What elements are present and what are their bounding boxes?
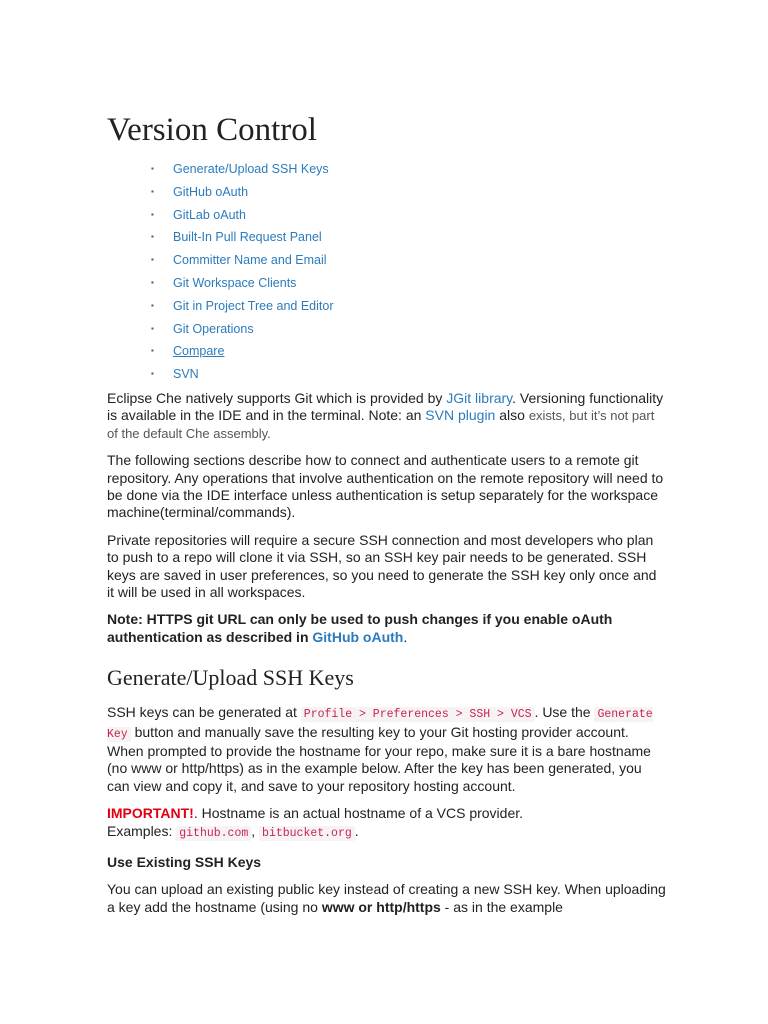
ssh-keys-paragraph: SSH keys can be generated at Profile > Preferences > SSH > VCS . Use the Generate Key button and manually save the resulting key to your Git hosting provider account. When prompted to provide the hostname for your repo, make sure it is a bare hostname (no www or http/https) as in the example below. After the key has been generated, you can view and copy it, and save to your repository hosting account.	[107, 704, 653, 794]
toc-item	[147, 204, 667, 227]
existing-keys-paragraph: You can upload an existing public key instead of creating a new SSH key. When uploading a key add the hostname (using no www or http/https - as in the example	[107, 881, 666, 915]
https-note: Note: HTTPS git URL can only be used to push changes if you enable oAuth authentication as described in GitHub oAuth.	[107, 611, 613, 645]
toc-item	[147, 295, 667, 318]
github-oauth-link[interactable]: GitHub oAuth	[312, 628, 404, 645]
toc-item	[147, 158, 667, 181]
toc-link[interactable]: Built-In Pull Request Panel	[173, 230, 322, 245]
bullet-icon: ▪	[151, 255, 154, 265]
toc-link[interactable]: GitHub oAuth	[173, 184, 249, 199]
toc-item	[147, 340, 667, 363]
important-note: IMPORTANT!. Hostname is an actual hostname of a VCS provider. Examples: github.com , bitbucket.org .	[107, 805, 524, 840]
table-of-contents	[107, 158, 667, 386]
toc-link[interactable]: Git Workspace Clients	[173, 275, 297, 290]
example-bitbucket-code: bitbucket.org	[259, 826, 355, 841]
page-title: Version Control	[107, 112, 317, 148]
important-label: IMPORTANT!	[107, 805, 194, 822]
sections-description-paragraph: The following sections describe how to connect and authenticate users to a remote git repository. Any operations that involve authentication on the remote repository will need to be done via the IDE interface unless authentication is setup separately for the workspace machine(terminal/commands).	[107, 452, 664, 521]
preferences-path-code: Profile > Preferences > SSH > VCS	[301, 707, 535, 722]
generate-key-code: Generate Key	[107, 708, 653, 741]
bullet-icon: ▪	[151, 186, 154, 196]
bullet-icon: ▪	[151, 369, 154, 379]
jgit-library-link[interactable]: JGit library	[446, 389, 513, 406]
intro-paragraph: Eclipse Che natively supports Git which is provided by JGit library. Versioning functionality is available in the IDE and in the terminal. Note: an SVN plugin also exists, but it’s not part of the default Che assembly.	[107, 389, 664, 441]
example-github-code: github.com	[176, 826, 251, 841]
toc-item	[147, 181, 667, 204]
toc-item	[147, 318, 667, 341]
bullet-icon: ▪	[151, 300, 154, 310]
toc-link[interactable]: GitLab oAuth	[173, 207, 246, 222]
subheading-existing-keys: Use Existing SSH Keys	[107, 854, 262, 871]
bullet-icon: ▪	[151, 232, 154, 242]
document-page	[107, 110, 667, 926]
toc-link[interactable]: Git Operations	[173, 321, 254, 336]
toc-item	[147, 272, 667, 295]
toc-link[interactable]: Compare	[173, 344, 225, 359]
bullet-icon: ▪	[151, 277, 154, 287]
toc-link[interactable]: Git in Project Tree and Editor	[173, 298, 334, 313]
section-heading-ssh-keys: Generate/Upload SSH Keys	[107, 665, 354, 691]
bullet-icon: ▪	[151, 209, 154, 219]
bullet-icon: ▪	[151, 346, 154, 356]
svn-plugin-link[interactable]: SVN plugin	[425, 407, 496, 424]
toc-link[interactable]: Committer Name and Email	[173, 253, 327, 268]
bullet-icon: ▪	[151, 164, 154, 173]
bullet-icon: ▪	[151, 323, 154, 333]
toc-link[interactable]: Generate/Upload SSH Keys	[173, 162, 329, 176]
toc-item	[147, 363, 667, 386]
toc-link[interactable]: SVN	[173, 367, 199, 382]
toc-item	[147, 226, 667, 249]
private-repos-paragraph: Private repositories will require a secure SSH connection and most developers who plan to push to a repo will clone it via SSH, so an SSH key pair needs to be generated. SSH keys are saved in user preferences, so you need to generate the SSH key only once and it will be used in all workspaces.	[107, 531, 657, 601]
toc-item	[147, 249, 667, 272]
